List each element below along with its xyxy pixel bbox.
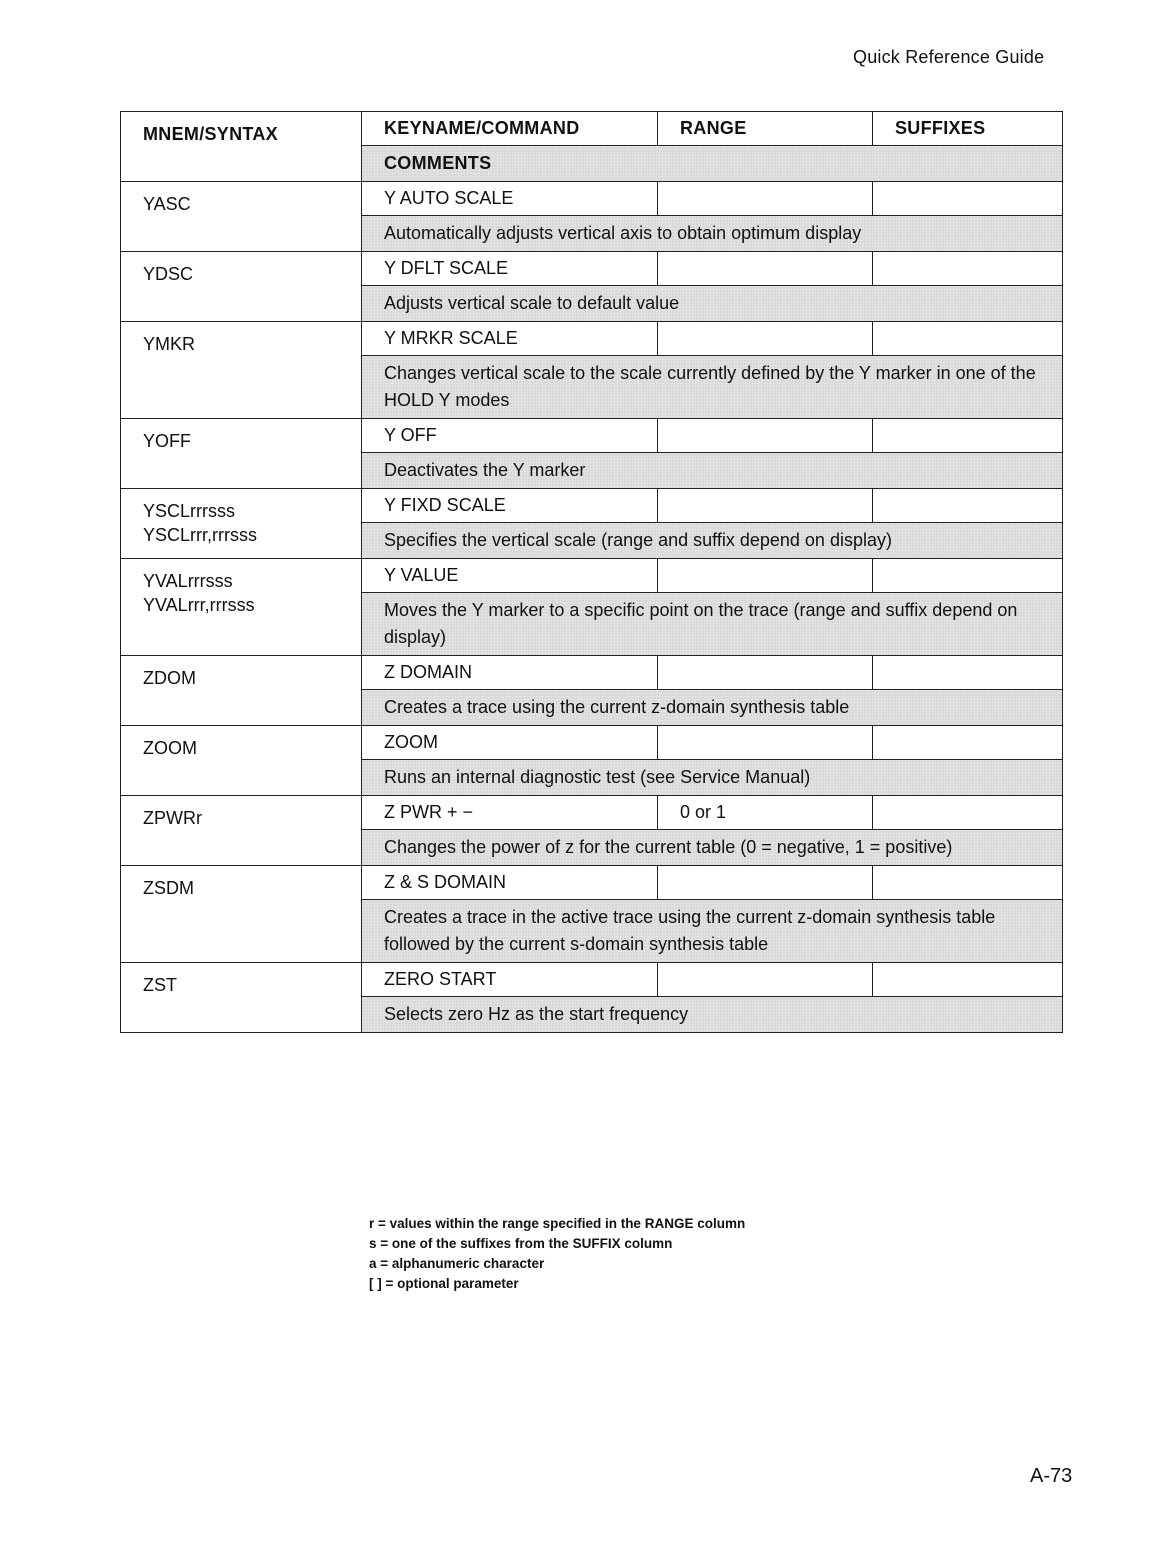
row-comment: Adjusts vertical scale to default value: [362, 286, 1063, 322]
notation-legend: [369, 1214, 745, 1294]
row-keyname: Z PWR + −: [362, 796, 658, 830]
row-mnem: YDSC: [121, 252, 362, 322]
header-mnem: MNEM/SYNTAX: [121, 112, 362, 182]
table-header-row: [121, 112, 1063, 146]
row-keyname: Y AUTO SCALE: [362, 182, 658, 216]
row-keyname: ZOOM: [362, 726, 658, 760]
row-suffixes: [873, 559, 1063, 593]
command-reference-table: [120, 111, 1063, 1033]
legend-item: a = alphanumeric character: [369, 1256, 545, 1271]
row-range: [658, 656, 873, 690]
row-suffixes: [873, 963, 1063, 997]
row-range: [658, 559, 873, 593]
table-row: [121, 796, 1063, 830]
row-mnem: [121, 559, 362, 656]
table-row: [121, 489, 1063, 523]
row-suffixes: [873, 866, 1063, 900]
row-keyname: Y VALUE: [362, 559, 658, 593]
row-mnem: ZSDM: [121, 866, 362, 963]
row-mnem: YOFF: [121, 419, 362, 489]
row-comment: Selects zero Hz as the start frequency: [362, 997, 1063, 1033]
row-comment: Creates a trace in the active trace using the current z-domain synthesis table followed by the current s-domain synthesis table: [362, 900, 1063, 963]
row-range: [658, 963, 873, 997]
row-comment: Deactivates the Y marker: [362, 453, 1063, 489]
row-suffixes: [873, 796, 1063, 830]
row-mnem-syntax-1: YVALrrrsss: [143, 571, 233, 591]
table-row: [121, 252, 1063, 286]
row-comment: Creates a trace using the current z-domain synthesis table: [362, 690, 1063, 726]
row-mnem-syntax-2: YSCLrrr,rrrsss: [143, 525, 257, 545]
row-comment: Moves the Y marker to a specific point on the trace (range and suffix depend on display): [362, 593, 1063, 656]
row-keyname: Y OFF: [362, 419, 658, 453]
row-mnem: ZPWRr: [121, 796, 362, 866]
row-mnem-syntax-1: YSCLrrrsss: [143, 501, 236, 521]
header-suffixes: SUFFIXES: [873, 112, 1063, 146]
row-range: [658, 489, 873, 523]
table-row: [121, 419, 1063, 453]
legend-item: s = one of the suffixes from the SUFFIX column: [369, 1236, 673, 1251]
row-range: [658, 322, 873, 356]
header-range: RANGE: [658, 112, 873, 146]
table-row: [121, 963, 1063, 997]
row-comment: Runs an internal diagnostic test (see Service Manual): [362, 760, 1063, 796]
row-keyname: Y MRKR SCALE: [362, 322, 658, 356]
row-mnem: ZOOM: [121, 726, 362, 796]
row-keyname: Z & S DOMAIN: [362, 866, 658, 900]
row-suffixes: [873, 322, 1063, 356]
row-range: 0 or 1: [658, 796, 873, 830]
row-comment: Changes the power of z for the current table (0 = negative, 1 = positive): [362, 830, 1063, 866]
running-header: Quick Reference Guide: [853, 47, 1045, 67]
row-suffixes: [873, 252, 1063, 286]
row-mnem-syntax-2: YVALrrr,rrrsss: [143, 595, 255, 615]
row-mnem: [121, 489, 362, 559]
row-suffixes: [873, 182, 1063, 216]
row-mnem: YASC: [121, 182, 362, 252]
row-mnem: ZDOM: [121, 656, 362, 726]
header-keyname: KEYNAME/COMMAND: [362, 112, 658, 146]
row-range: [658, 726, 873, 760]
row-suffixes: [873, 726, 1063, 760]
row-keyname: Y DFLT SCALE: [362, 252, 658, 286]
table-row: [121, 559, 1063, 593]
row-comment: Changes vertical scale to the scale currently defined by the Y marker in one of the HOLD Y modes: [362, 356, 1063, 419]
row-mnem: YMKR: [121, 322, 362, 419]
row-keyname: ZERO START: [362, 963, 658, 997]
row-suffixes: [873, 656, 1063, 690]
table-row: [121, 322, 1063, 356]
row-keyname: Z DOMAIN: [362, 656, 658, 690]
row-suffixes: [873, 419, 1063, 453]
row-range: [658, 182, 873, 216]
row-mnem: ZST: [121, 963, 362, 1033]
row-suffixes: [873, 489, 1063, 523]
table-row: [121, 726, 1063, 760]
row-keyname: Y FIXD SCALE: [362, 489, 658, 523]
table-row: [121, 656, 1063, 690]
table-row: [121, 182, 1063, 216]
row-comment: Specifies the vertical scale (range and suffix depend on display): [362, 523, 1063, 559]
page-number: A-73: [1030, 1465, 1073, 1487]
table-row: [121, 866, 1063, 900]
row-range: [658, 252, 873, 286]
header-comments: COMMENTS: [362, 146, 1063, 182]
legend-item: r = values within the range specified in the RANGE column: [369, 1216, 746, 1231]
row-range: [658, 866, 873, 900]
legend-item: [ ] = optional parameter: [369, 1276, 519, 1291]
row-comment: Automatically adjusts vertical axis to obtain optimum display: [362, 216, 1063, 252]
row-range: [658, 419, 873, 453]
